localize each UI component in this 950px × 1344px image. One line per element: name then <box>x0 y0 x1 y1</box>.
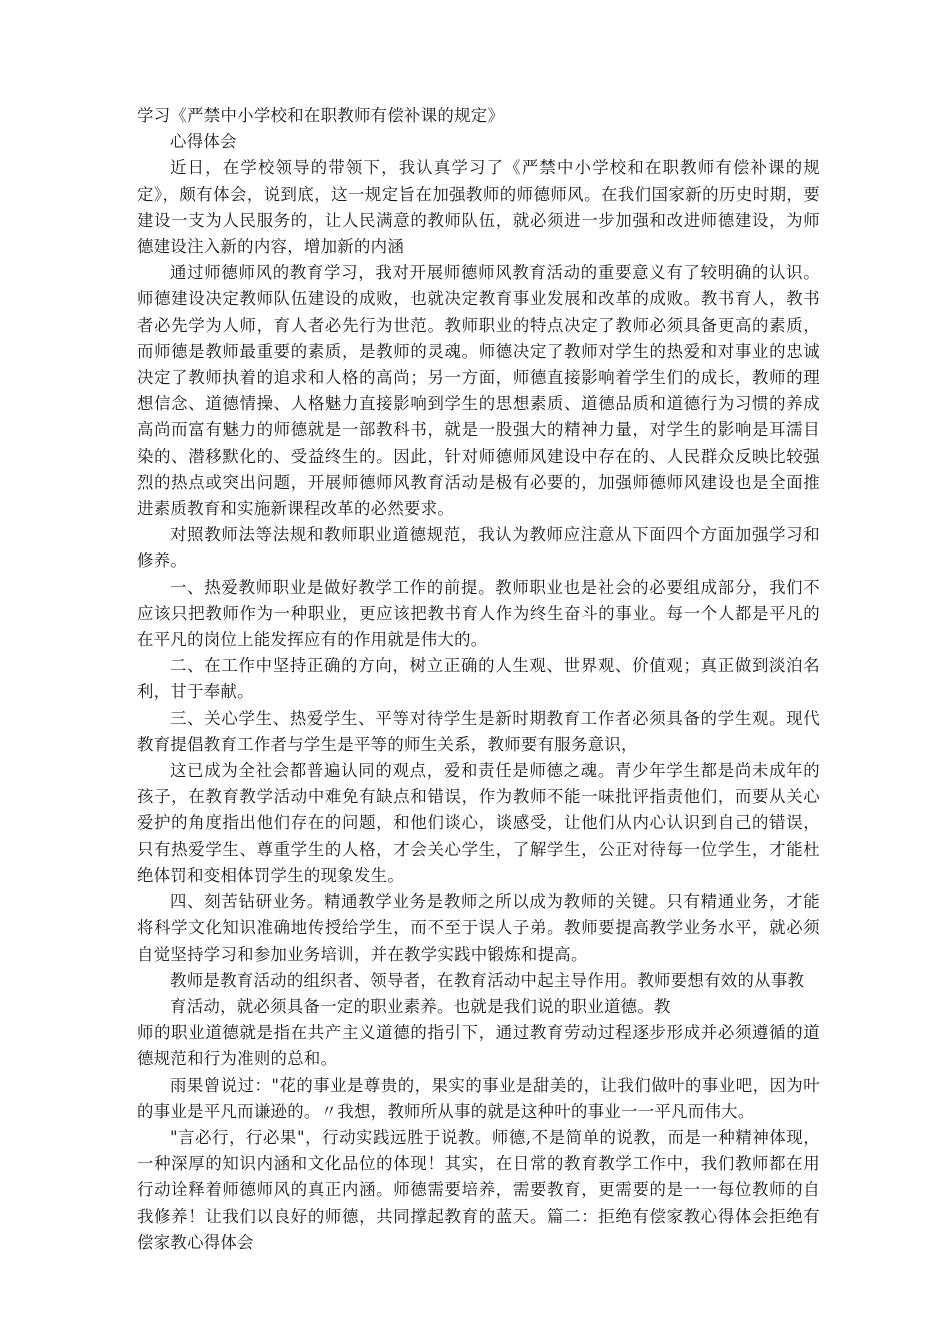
paragraph: 师的职业道德就是指在共产主义道德的指引下，通过教育劳动过程逐步形成并必须遵循的道德规范和行为准则的总和。 <box>137 1023 820 1069</box>
paragraph: "言必行，行必果"，行动实践远胜于说教。师德,不是简单的说教，而是一种精神体现，一种深厚的知识内涵和文化品位的体现！其实，在日常的教育教学工作中，我们教师都在用行动诠释着师德师风的真正内涵。师德需要培养，需要教育，更需要的是一一每位教师的自我修养！让我们以良好的师德，共同撑起教育的蓝天。篇二：拒绝有偿家教心得体会拒绝有偿家教心得体会 <box>137 1127 820 1252</box>
paragraph: 这已成为全社会都普遍认同的观点，爱和责任是师德之魂。青少年学生都是尚未成年的孩子，在教育教学活动中难免有缺点和错误，作为教师不能一味批评指责他们，而要从关心爱护的角度指出他们存在的问题，和他们谈心，谈感受，让他们从内心认识到自己的错误，只有热爱学生、尊重学生的人格，才会关心学生，了解学生，公正对待每一位学生，才能杜绝体罚和变相体罚学生的现象发生。 <box>137 761 820 885</box>
paragraph: 二、在工作中坚持正确的方向，树立正确的人生观、世界观、价值观；真正做到淡泊名利，甘于奉献。 <box>137 656 820 702</box>
paragraph: 近日，在学校领导的带领下，我认真学习了《严禁中小学校和在职教师有偿补课的规定》，颇有体会，说到底，这一规定旨在加强教师的师德师风。在我们国家新的历史时期，要建设一支为人民服务的，让人民满意的教师队伍，就必须进一步加强和改进师德建设，为师德建设注入新的内容，增加新的内涵 <box>137 158 820 257</box>
paragraph: 对照教师法等法规和教师职业道德规范，我认为教师应注意从下面四个方面加强学习和修养。 <box>137 525 820 571</box>
document-body <box>137 103 820 1256</box>
document-title: 学习《严禁中小学校和在职教师有偿补课的规定》 <box>137 106 505 125</box>
paragraph: 雨果曾说过："花的事业是尊贵的，果实的事业是甜美的，让我们做叶的事业吧，因为叶的事业是平凡而谦逊的。〃我想，教师所从事的就是这种叶的事业一一平凡而伟大。 <box>137 1075 820 1121</box>
paragraph: 四、刻苦钻研业务。精通教学业务是教师之所以成为教师的关键。只有精通业务，才能将科学文化知识准确地传授给学生，而不至于误人子弟。教师要提高教学业务水平，就必须自觉坚持学习和参加业务培训，并在教学实践中锻炼和提高。 <box>137 892 820 964</box>
paragraph: 教师是教育活动的组织者、领导者，在教育活动中起主导作用。教师要想有效的从事教 <box>170 970 805 990</box>
paragraph: 通过师德师风的教育学习，我对开展师德师风教育活动的重要意义有了较明确的认识。师德建设决定教师队伍建设的成败，也就决定教育事业发展和改革的成败。教书育人，教书者必先学为人师，育人者必先行为世范。教师职业的特点决定了教师必须具备更高的素质，而师德是教师最重要的素质，是教师的灵魂。师德决定了教师对学生的热爱和对事业的忠诚决定了教师执着的追求和人格的高尚；另一方面，师德直接影响着学生们的成长，教师的理想信念、道德情操、人格魅力直接影响到学生的思想素质、道德品质和道德行为习惯的养成高尚而富有魅力的师德就是一部教科书，就是一股强大的精神力量，对学生的影响是耳濡目染的、潜移默化的、受益终生的。因此，针对师德师风建设中存在的、人民群众反映比较强烈的热点或突出问题，开展师德师风教育活动是极有必要的，加强师德师风建设也是全面推进素质教育和实施新课程改革的必然要求。 <box>137 263 820 519</box>
paragraph: 一、热爱教师职业是做好教学工作的前提。教师职业也是社会的必要组成部分，我们不应该只把教师作为一种职业，更应该把教书育人作为终生奋斗的事业。每一个人都是平凡的在平凡的岗位上能发挥应有的作用就是伟大的。 <box>137 577 820 650</box>
paragraph: 育活动，就必须具备一定的职业素养。也就是我们说的职业道德。教 <box>170 996 671 1016</box>
document-subtitle: 心得体会 <box>170 132 237 152</box>
paragraph: 三、关心学生、热爱学生、平等对待学生是新时期教育工作者必须具备的学生观。现代教育提倡教育工作者与学生是平等的师生关系，教师要有服务意识， <box>137 708 820 754</box>
